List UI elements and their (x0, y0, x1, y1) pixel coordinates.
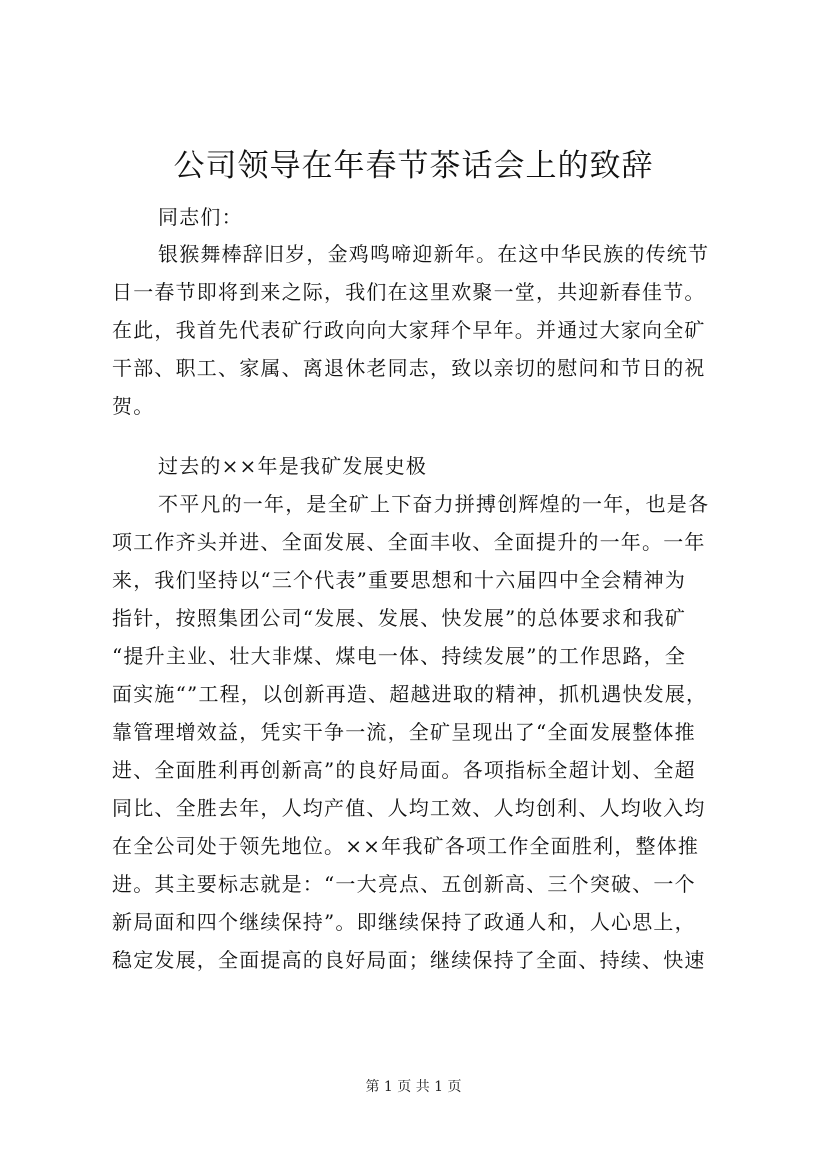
text-line: 项工作齐头并进、全面发展、全面丰收、全面提升的一年。一年 (112, 530, 706, 554)
text-line: 银猴舞棒辞旧岁，金鸡鸣啼迎新年。在这中华民族的传统节 (158, 242, 710, 266)
text-line: 在此，我首先代表矿行政向向大家拜个早年。并通过大家向全矿 (112, 318, 706, 342)
text-line: 过去的××年是我矿发展史极 (158, 454, 428, 478)
text-line: 同志们： (158, 205, 243, 229)
text-line: 干部、职工、家属、离退休老同志，致以亲切的慰问和节日的祝 (112, 356, 706, 380)
document-title: 公司领导在年春节茶话会上的致辞 (173, 148, 654, 184)
text-line: 新局面和四个继续保持”。即继续保持了政通人和，人心思上， (112, 910, 696, 934)
text-line: 进、全面胜利再创新高”的良好局面。各项指标全超计划、全超 (112, 758, 696, 782)
text-line: 同比、全胜去年，人均产值、人均工效、人均创利、人均收入均 (112, 796, 706, 820)
text-line: “提升主业、壮大非煤、煤电一体、持续发展”的工作思路，全 (112, 644, 687, 668)
text-line: 面实施“”工程，以创新再造、超越进取的精神，抓机遇快发展， (112, 682, 708, 706)
text-line: 进。其主要标志就是：“一大亮点、五创新高、三个突破、一个 (112, 872, 696, 896)
text-line: 在全公司处于领先地位。××年我矿各项工作全面胜利，整体推 (112, 834, 700, 858)
text-line: 靠管理增效益，凭实干争一流，全矿呈现出了“全面发展整体推 (112, 720, 696, 744)
text-line: 来，我们坚持以“三个代表”重要思想和十六届四中全会精神为 (112, 568, 687, 592)
text-line: 日一春节即将到来之际，我们在这里欢聚一堂，共迎新春佳节。 (112, 280, 706, 304)
text-line: 不平凡的一年，是全矿上下奋力拼搏创辉煌的一年，也是各 (158, 492, 710, 516)
text-line: 贺。 (112, 394, 155, 418)
text-line: 指针，按照集团公司“发展、发展、快发展”的总体要求和我矿 (112, 606, 687, 630)
text-line: 稳定发展，全面提高的良好局面；继续保持了全面、持续、快速 (112, 948, 706, 972)
page-number-footer: 第 1 页 共 1 页 (365, 1079, 462, 1095)
